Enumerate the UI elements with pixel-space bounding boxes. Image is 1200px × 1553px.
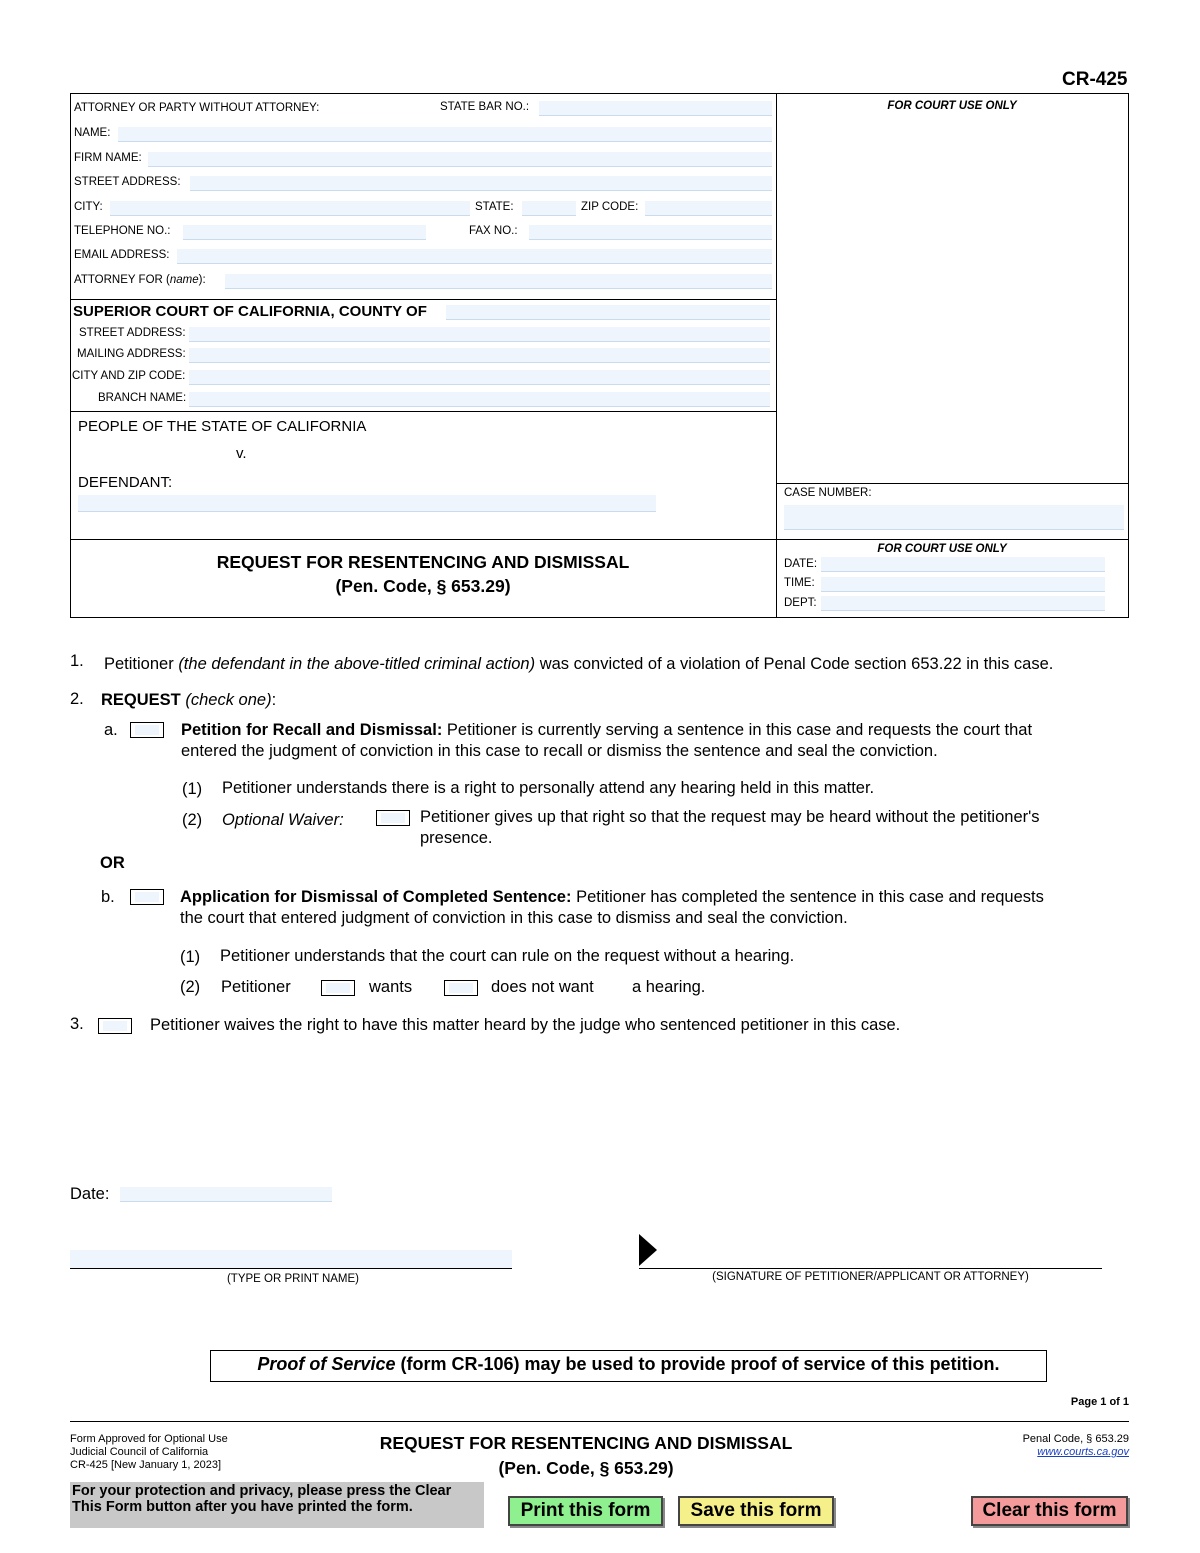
- court-city-field[interactable]: [189, 370, 770, 385]
- divider-parties: [70, 411, 776, 412]
- option-a-text-2: entered the judgment of conviction in this case to recall or dismiss the sentence and seal the conviction.: [181, 742, 938, 760]
- item-1-text-a: Petitioner: [104, 655, 174, 673]
- court-branch-label: BRANCH NAME:: [98, 392, 187, 404]
- option-b-text-1: Petitioner has completed the sentence in this case and requests: [576, 888, 1044, 906]
- proof-of-service-notice: [210, 1350, 1047, 1382]
- footer-subtitle: (Pen. Code, § 653.29): [498, 1458, 674, 1478]
- form-subtitle: (Pen. Code, § 653.29): [335, 576, 511, 596]
- hearing-time-label: TIME:: [784, 577, 815, 589]
- approved-line-2: Judicial Council of California: [70, 1446, 209, 1458]
- optional-waiver-italic: Optional Waiver:: [222, 811, 344, 829]
- item-1-text: [104, 655, 1053, 674]
- email-field[interactable]: [177, 249, 772, 264]
- attorney-for-end: ):: [198, 274, 206, 286]
- no-hearing-checkbox[interactable]: [444, 980, 478, 996]
- form-title: REQUEST FOR RESENTENCING AND DISMISSAL: [216, 552, 630, 572]
- request-heading: [101, 691, 276, 710]
- street-label: STREET ADDRESS:: [74, 176, 181, 188]
- option-a1-text: Petitioner understands there is a right to personally attend any hearing held in this matter.: [222, 779, 875, 797]
- court-mailing-label: MAILING ADDRESS:: [77, 348, 186, 360]
- privacy-line-2: This Form button after you have printed the form.: [72, 1499, 413, 1515]
- tel-field[interactable]: [183, 225, 426, 240]
- item-1-text-b: was convicted of a violation of Penal Code section 653.22 in this case.: [539, 655, 1054, 673]
- proof-of-service-italic: Proof of Service: [257, 1354, 396, 1374]
- item-2-number: 2.: [70, 690, 84, 708]
- option-b1-number: (1): [180, 948, 201, 966]
- state-label: STATE:: [475, 201, 514, 213]
- court-use-label-2: FOR COURT USE ONLY: [877, 543, 1007, 555]
- street-field[interactable]: [190, 176, 772, 191]
- hearing-dept-field[interactable]: [821, 596, 1105, 611]
- wants-hearing-checkbox[interactable]: [321, 980, 355, 996]
- fax-field[interactable]: [529, 225, 772, 240]
- option-b2-petitioner: Petitioner: [221, 978, 291, 996]
- firm-field[interactable]: [148, 152, 772, 167]
- courts-link[interactable]: www.courts.ca.gov: [1037, 1446, 1129, 1458]
- footer-rule: [70, 1421, 1129, 1422]
- city-label: CITY:: [74, 201, 103, 213]
- versus-label: v.: [236, 445, 247, 462]
- approved-line-3: CR-425 [New January 1, 2023]: [70, 1459, 222, 1471]
- print-name-label: (TYPE OR PRINT NAME): [226, 1273, 360, 1285]
- option-b-bold: Application for Dismissal of Completed Sentence:: [180, 888, 572, 906]
- option-a1-number: (1): [182, 780, 203, 798]
- case-number-label: CASE NUMBER:: [784, 487, 872, 499]
- option-a-checkbox[interactable]: [130, 722, 164, 738]
- penal-code-ref: Penal Code, § 653.29: [1022, 1433, 1129, 1445]
- hearing-label: a hearing.: [632, 978, 706, 996]
- court-title: SUPERIOR COURT OF CALIFORNIA, COUNTY OF: [73, 303, 427, 320]
- divider-title: [70, 539, 1129, 540]
- option-b-text-2: the court that entered judgment of conviction in this case to dismiss and seal the conviction.: [180, 909, 848, 927]
- attorney-label: ATTORNEY OR PARTY WITHOUT ATTORNEY:: [74, 102, 320, 114]
- privacy-notice: [70, 1482, 484, 1528]
- people-label: PEOPLE OF THE STATE OF CALIFORNIA: [78, 418, 367, 435]
- defendant-field[interactable]: [78, 495, 656, 512]
- hearing-date-label: DATE:: [784, 558, 818, 570]
- case-number-field[interactable]: [784, 505, 1124, 530]
- waive-judge-checkbox[interactable]: [98, 1018, 132, 1034]
- wants-label: wants: [369, 978, 413, 996]
- court-city-label: CITY AND ZIP CODE:: [72, 370, 186, 382]
- court-street-label: STREET ADDRESS:: [79, 327, 186, 339]
- item-1-number: 1.: [70, 652, 84, 670]
- optional-waiver-label: [222, 811, 344, 830]
- item-3-number: 3.: [70, 1015, 84, 1033]
- request-italic: (check one): [185, 691, 272, 709]
- name-field[interactable]: [118, 127, 772, 142]
- option-b2-number: (2): [180, 978, 201, 996]
- divider-court: [70, 299, 776, 300]
- option-a-text: [181, 721, 1032, 740]
- attorney-for-name-hint: name: [169, 274, 199, 286]
- save-form-button[interactable]: Save this form: [678, 1496, 834, 1526]
- signature-arrow-icon: [639, 1234, 659, 1266]
- email-label: EMAIL ADDRESS:: [74, 249, 170, 261]
- name-label: NAME:: [74, 127, 111, 139]
- state-field[interactable]: [522, 201, 576, 216]
- waiver-text-2: presence.: [420, 829, 493, 847]
- attorney-for-label: [74, 274, 206, 286]
- zip-label: ZIP CODE:: [581, 201, 639, 213]
- form-number: CR-425: [1062, 69, 1128, 90]
- option-b-text: [180, 888, 1044, 907]
- clear-form-button[interactable]: Clear this form: [971, 1496, 1128, 1526]
- fax-label: FAX NO.:: [469, 225, 518, 237]
- date-label: Date:: [70, 1185, 110, 1203]
- hearing-dept-label: DEPT:: [784, 597, 817, 609]
- or-label: OR: [100, 854, 125, 872]
- waiver-text-1: Petitioner gives up that right so that the request may be heard without the petitioner's: [420, 808, 1040, 826]
- date-field[interactable]: [120, 1187, 332, 1202]
- proof-of-service-text: (form CR-106) may be used to provide proof of service of this petition.: [395, 1354, 1000, 1374]
- waiver-checkbox[interactable]: [376, 810, 410, 826]
- state-bar-field[interactable]: [539, 101, 772, 116]
- firm-label: FIRM NAME:: [74, 152, 142, 164]
- court-use-label: FOR COURT USE ONLY: [887, 100, 1017, 112]
- option-a-text-1: Petitioner is currently serving a sentence in this case and requests the court that: [446, 721, 1033, 739]
- attorney-for-text: ATTORNEY FOR (: [74, 274, 170, 286]
- option-a-label: a.: [104, 721, 118, 739]
- state-bar-label: STATE BAR NO.:: [440, 101, 530, 113]
- defendant-label: DEFENDANT:: [78, 474, 173, 491]
- zip-field[interactable]: [645, 201, 772, 216]
- does-not-want-label: does not want: [491, 978, 594, 996]
- signature-line[interactable]: [639, 1268, 1102, 1269]
- privacy-line-1: For your protection and privacy, please press the Clear: [72, 1483, 452, 1499]
- print-name-field[interactable]: [70, 1250, 512, 1269]
- divider-case: [776, 483, 1129, 484]
- approved-line-1: Form Approved for Optional Use: [70, 1433, 228, 1445]
- tel-label: TELEPHONE NO.:: [74, 225, 171, 237]
- item-1-text-italic: (the defendant in the above-titled criminal action): [178, 655, 536, 673]
- county-field[interactable]: [446, 305, 770, 320]
- footer-title: REQUEST FOR RESENTENCING AND DISMISSAL: [379, 1433, 793, 1453]
- request-colon: :: [271, 691, 277, 709]
- request-bold: REQUEST: [101, 691, 181, 709]
- option-a2-number: (2): [182, 811, 203, 829]
- option-b-checkbox[interactable]: [130, 889, 164, 905]
- signature-label: (SIGNATURE OF PETITIONER/APPLICANT OR ATTORNEY): [712, 1271, 1029, 1283]
- court-branch-field[interactable]: [189, 392, 770, 407]
- city-field[interactable]: [110, 201, 470, 216]
- attorney-for-field[interactable]: [225, 274, 772, 289]
- item-3-text: Petitioner waives the right to have this matter heard by the judge who sentenced petitioner in this case.: [150, 1016, 901, 1034]
- court-mailing-field[interactable]: [189, 348, 770, 363]
- page-number: Page 1 of 1: [1070, 1396, 1129, 1408]
- option-a-bold: Petition for Recall and Dismissal:: [181, 721, 443, 739]
- print-form-button[interactable]: Print this form: [508, 1496, 663, 1526]
- hearing-time-field[interactable]: [821, 577, 1105, 592]
- option-b-label: b.: [101, 888, 115, 906]
- court-street-field[interactable]: [189, 327, 770, 342]
- option-b1-text: Petitioner understands that the court can rule on the request without a hearing.: [220, 947, 795, 965]
- hearing-date-field[interactable]: [821, 557, 1105, 572]
